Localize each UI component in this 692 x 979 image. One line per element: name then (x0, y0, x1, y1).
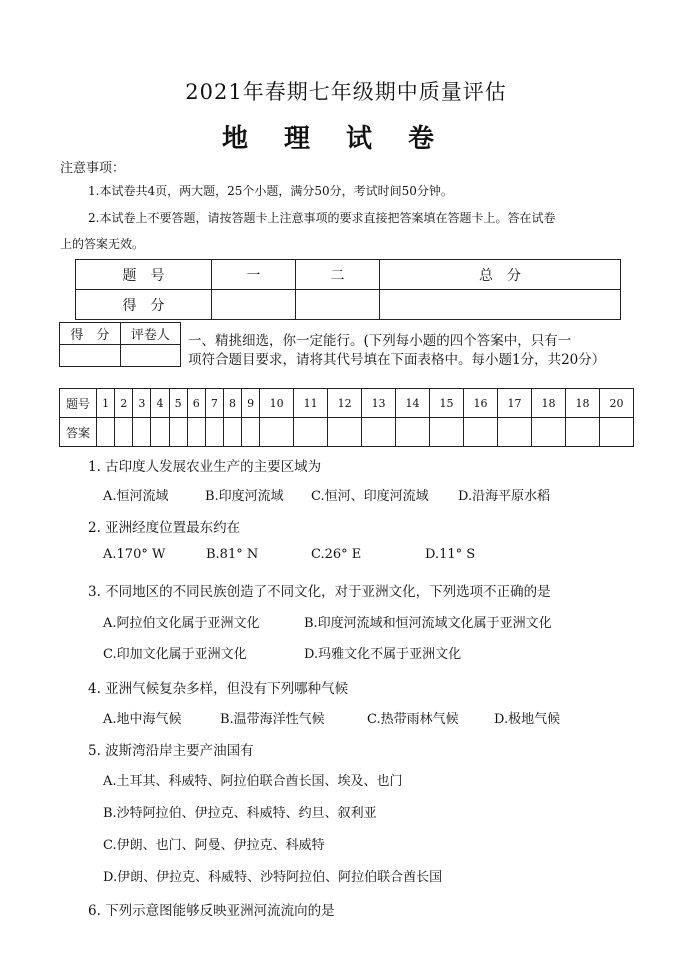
notes-title: 注意事项： (60, 161, 126, 176)
answer-grid-answer-cell[interactable] (464, 418, 498, 447)
question-option: D.极地气候 (494, 712, 561, 727)
question-option: D.11° S (425, 547, 476, 562)
answer-grid-number-cell: 9 (242, 389, 260, 418)
answer-grid-number-cell: 7 (205, 389, 223, 418)
answer-grid-number-cell: 13 (362, 389, 396, 418)
score-header-label: 题 号 (76, 260, 212, 290)
score-cell-part1[interactable] (212, 290, 296, 320)
answer-grid-number-cell: 12 (328, 389, 362, 418)
score-table-header-row (76, 260, 621, 290)
score-row-label: 得 分 (76, 290, 212, 320)
answer-grid-number-cell: 5 (169, 389, 187, 418)
note-item-2: 2.本试卷上不要答题，请按答题卡上注意事项的要求直接把答案填在答题卡上。答在试卷 (88, 211, 556, 225)
question-option: A.阿拉伯文化属于亚洲文化 (103, 616, 260, 631)
note-item-2-continued: 上的答案无效。 (60, 237, 145, 251)
answer-grid-number-cell: 1 (97, 389, 115, 418)
note-item-1: 1.本试卷共4页，两大题，25个小题，满分50分，考试时间50分钟。 (88, 184, 453, 198)
answer-grid-number-row (60, 389, 634, 418)
score-table (75, 259, 621, 320)
answer-grid-answer-cell[interactable] (242, 418, 260, 447)
question-stem: 1. 古印度人发展农业生产的主要区域为 (88, 459, 322, 475)
score-header-part2: 二 (296, 260, 380, 290)
question-option: A.土耳其、科威特、阿拉伯联合酋长国、埃及、也门 (103, 774, 403, 789)
answer-grid-answer-label: 答案 (60, 418, 97, 447)
question-stem: 3. 不同地区的不同民族创造了不同文化，对于亚洲文化，下列选项不正确的是 (88, 584, 551, 600)
answer-grid-number-cell: 16 (464, 389, 498, 418)
answer-grid-number-cell: 2 (115, 389, 133, 418)
exam-header: 2021年春期七年级期中质量评估 (185, 80, 507, 104)
question-option: A.恒河流域 (103, 489, 169, 504)
grader-score-cell[interactable] (60, 345, 121, 367)
question-option: A.地中海气候 (103, 712, 182, 727)
question-stem: 2. 亚洲经度位置最东约在 (88, 520, 241, 536)
score-header-total: 总 分 (380, 260, 621, 290)
question-option: C.印加文化属于亚洲文化 (103, 647, 247, 662)
answer-grid-number-cell: 3 (133, 389, 151, 418)
answer-grid-number-cell: 10 (260, 389, 294, 418)
question-stem: 6. 下列示意图能够反映亚洲河流流向的是 (88, 903, 335, 919)
grader-name-label: 评卷人 (120, 323, 180, 345)
answer-grid-number-cell: 18 (565, 389, 599, 418)
score-header-part1: 一 (212, 260, 296, 290)
answer-grid-answer-cell[interactable] (396, 418, 430, 447)
question-option: B.印度河流域 (205, 489, 284, 504)
question-option: A.170° W (103, 547, 166, 562)
answer-grid-number-cell: 14 (396, 389, 430, 418)
answer-grid-answer-cell[interactable] (133, 418, 151, 447)
question-option: C.热带雨林气候 (367, 712, 459, 727)
answer-grid-answer-cell[interactable] (362, 418, 396, 447)
answer-grid-answer-cell[interactable] (169, 418, 187, 447)
answer-grid-answer-cell[interactable] (151, 418, 169, 447)
answer-grid-answer-row (60, 418, 634, 447)
grader-name-cell[interactable] (120, 345, 180, 367)
answer-grid-answer-cell[interactable] (565, 418, 599, 447)
score-table-value-row (76, 290, 621, 320)
grader-box (59, 322, 181, 367)
answer-grid-number-cell: 17 (498, 389, 532, 418)
question-option: C.恒河、印度河流域 (311, 489, 429, 504)
answer-grid-answer-cell[interactable] (97, 418, 115, 447)
question-option: B.81° N (206, 547, 259, 562)
answer-grid-answer-cell[interactable] (532, 418, 566, 447)
question-option: D.伊朗、伊拉克、科威特、沙特阿拉伯、阿拉伯联合酋长国 (103, 870, 443, 885)
question-option: C.26° E (311, 547, 362, 562)
question-option: C.伊朗、也门、阿曼、伊拉克、科威特 (103, 838, 325, 853)
section1-instructions-line1: 一、精挑细选，你一定能行。(下列每小题的四个答案中，只有一 (188, 333, 572, 349)
answer-grid-number-cell: 4 (151, 389, 169, 418)
answer-grid-answer-cell[interactable] (260, 418, 294, 447)
answer-grid-number-cell: 20 (599, 389, 633, 418)
answer-grid-answer-cell[interactable] (498, 418, 532, 447)
answer-grid-answer-cell[interactable] (205, 418, 223, 447)
answer-grid-answer-cell[interactable] (187, 418, 205, 447)
answer-grid-number-label: 题号 (60, 389, 97, 418)
answer-grid-number-cell: 18 (532, 389, 566, 418)
question-stem: 4. 亚洲气候复杂多样，但没有下列哪种气候 (88, 681, 349, 697)
answer-grid-answer-cell[interactable] (599, 418, 633, 447)
answer-grid-number-cell: 6 (187, 389, 205, 418)
score-cell-total[interactable] (380, 290, 621, 320)
answer-grid-answer-cell[interactable] (328, 418, 362, 447)
subject-title: 地理试卷 (221, 124, 470, 154)
score-cell-part2[interactable] (296, 290, 380, 320)
answer-grid-answer-cell[interactable] (223, 418, 241, 447)
question-option: B.印度河流域和恒河流域文化属于亚洲文化 (304, 616, 552, 631)
question-option: B.沙特阿拉伯、伊拉克、科威特、约旦、叙利亚 (103, 806, 377, 821)
answer-grid-answer-cell[interactable] (430, 418, 464, 447)
answer-grid-number-cell: 15 (430, 389, 464, 418)
answer-grid-number-cell: 8 (223, 389, 241, 418)
question-option: B.温带海洋性气候 (220, 712, 325, 727)
question-option: D.沿海平原水稻 (458, 489, 551, 504)
answer-grid-answer-cell[interactable] (294, 418, 328, 447)
answer-grid (59, 388, 634, 447)
answer-grid-number-cell: 11 (294, 389, 328, 418)
answer-grid-answer-cell[interactable] (115, 418, 133, 447)
question-option: D.玛雅文化不属于亚洲文化 (304, 647, 462, 662)
grader-score-label: 得 分 (60, 323, 121, 345)
section1-instructions-line2: 项符合题目要求，请将其代号填在下面表格中。每小题1分，共20分） (188, 352, 606, 368)
question-stem: 5. 波斯湾沿岸主要产油国有 (88, 743, 254, 759)
